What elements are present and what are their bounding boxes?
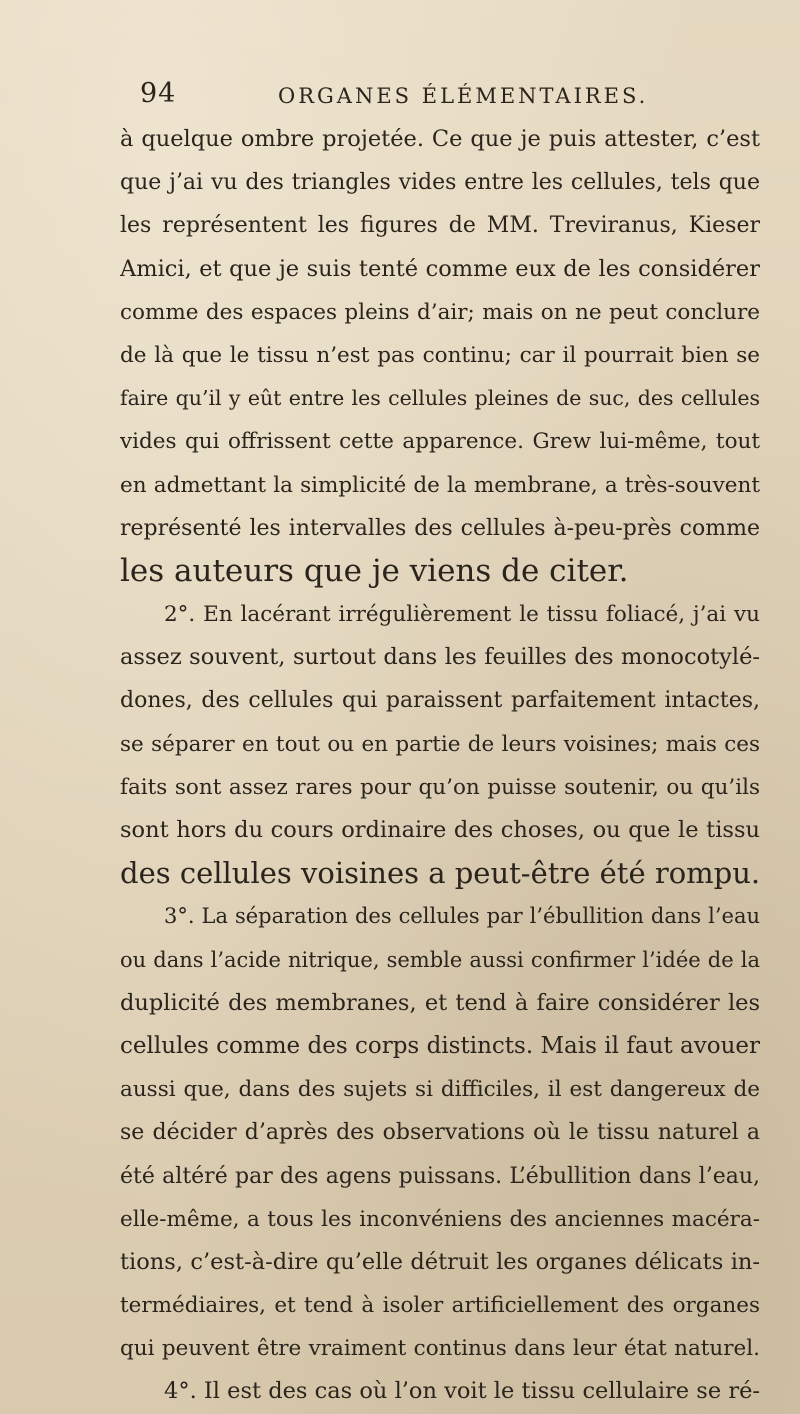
text-line: représenté les intervalles des cellules à-peu-près comme <box>120 515 760 541</box>
paragraph-start-line: 2°. En lacérant irrégulièrement le tissu foliacé, j’ai vu <box>164 602 760 628</box>
text-line: vides qui offrissent cette apparence. Grew lui-même, tout <box>120 429 760 455</box>
text-line: sont hors du cours ordinaire des choses, ou que le tissu <box>120 817 760 843</box>
text-line: termédiaires, et tend à isoler artificiellement des organes <box>120 1293 760 1319</box>
text-line: les représentent les figures de MM. Treviranus, Kieser <box>120 213 760 239</box>
text-line: faits sont assez rares pour qu’on puisse soutenir, ou qu’ils <box>120 774 760 800</box>
text-line: duplicité des membranes, et tend à faire considérer les <box>120 989 760 1016</box>
text-line: des cellules voisines a peut-être été rompu. <box>120 856 761 891</box>
text-line: se séparer en tout ou en partie de leurs voisines; mais ces <box>120 731 760 757</box>
running-head: ORGANES ÉLÉMENTAIRES. <box>278 84 649 108</box>
text-line: Amici, et que je suis tenté comme eux de les considérer <box>120 255 760 282</box>
text-line: les auteurs que je viens de citer. <box>120 552 629 589</box>
text-line: dones, des cellules qui paraissent parfaitement intactes, <box>120 688 760 714</box>
text-line: été altéré par des agens puissans. L’ébullition dans l’eau, <box>120 1163 760 1189</box>
text-line: tions, c’est-à-dire qu’elle détruit les organes délicats in- <box>120 1248 760 1275</box>
text-line: que j’ai vu des triangles vides entre les cellules, tels que <box>120 170 760 196</box>
text-line: qui peuvent être vraiment continus dans leur état naturel. <box>120 1336 760 1362</box>
text-line: de là que le tissu n’est pas continu; car il pourrait bien se <box>120 342 760 368</box>
page-number: 94 <box>140 78 177 109</box>
text-line: en admettant la simplicité de la membrane, a très-souvent <box>120 472 760 498</box>
paragraph-start-line: 3°. La séparation des cellules par l’ébullition dans l’eau <box>164 904 760 929</box>
page-header <box>140 78 660 112</box>
text-line: cellules comme des corps distincts. Mais il faut avouer <box>120 1032 760 1059</box>
text-line: assez souvent, surtout dans les feuilles des monocotylé- <box>120 644 760 671</box>
text-line: comme des espaces pleins d’air; mais on ne peut conclure <box>120 299 760 325</box>
text-line: elle-même, a tous les inconvéniens des anciennes macéra- <box>120 1206 760 1232</box>
text-line: ou dans l’acide nitrique, semble aussi confirmer l’idée de la <box>120 947 760 972</box>
text-line: à quelque ombre projetée. Ce que je puis attester, c’est <box>120 126 760 152</box>
body-text <box>120 118 760 1414</box>
text-line: faire qu’il y eût entre les cellules pleines de suc, des cellules <box>120 386 760 411</box>
text-line: se décider d’après des observations où le tissu naturel a <box>120 1120 760 1146</box>
paragraph-start-line: 4°. Il est des cas où l’on voit le tissu cellulaire se ré- <box>164 1378 760 1405</box>
text-line: aussi que, dans des sujets si difficiles, il est dangereux de <box>120 1077 760 1103</box>
